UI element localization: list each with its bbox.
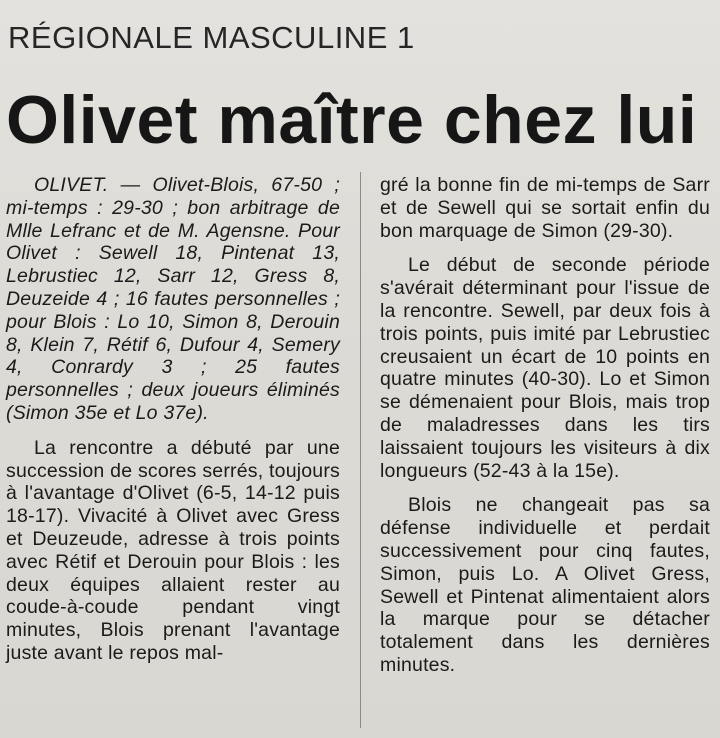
paragraph-1: La rencontre a débuté par une succession de scores serrés, toujours à l'avantage d'Olivet (6-5, 14-12 puis 18-17). Vivacité à Olivet avec Gress et Deuzeude, adresse à trois points avec Rétif et Derouin pour Blois : les deux équipes allaient rester au coude-à-coude pendant vingt minutes, Blois prenant l'avantage juste avant le repos mal- — [6, 436, 340, 664]
paragraph-3: Blois ne changeait pas sa défense individuelle et perdait successivement pour cinq fautes, Simon, puis Lo. A Olivet Gress, Sewell et Pintenat alimentaient alors la marque pour se détacher totalement dans les dernières minutes. — [380, 494, 710, 676]
paragraph-2: Le début de seconde période s'avérait déterminant pour l'issue de la rencontre. Sewell, par deux fois à trois points, puis imité par Lebrustiec creusaient un écart de 10 points en quatre minutes (40-30). Lo et Simon se démenaient pour Blois, mais trop de maladresses dans les tirs laissaient toujours les visiteurs à dix longueurs (52-43 à la 15e). — [380, 254, 710, 482]
article-headline: Olivet maître chez lui — [6, 82, 698, 158]
section-kicker: RÉGIONALE MASCULINE 1 — [8, 20, 415, 55]
paragraph-1-continuation: gré la bonne fin de mi-temps de Sarr et de Sewell qui se sortait enfin du bon marquage de Simon (29-30). — [380, 174, 710, 242]
left-column — [6, 174, 340, 677]
right-column — [380, 174, 710, 689]
column-divider — [360, 172, 361, 728]
match-summary: OLIVET. — Olivet-Blois, 67-50 ; mi-temps : 29-30 ; bon arbitrage de Mlle Lefranc et de M. Agensne. Pour Olivet : Sewell 18, Pintenat 13, Lebrustiec 12, Sarr 12, Gress 8, Deuzeide 4 ; 16 fautes personnelles ; pour Blois : Lo 10, Simon 8, Derouin 8, Klein 7, Rétif 6, Dufour 4, Semery 4, Conrardy 3 ; 25 fautes personnelles ; deux joueurs éliminés (Simon 35e et Lo 37e). — [6, 174, 340, 424]
